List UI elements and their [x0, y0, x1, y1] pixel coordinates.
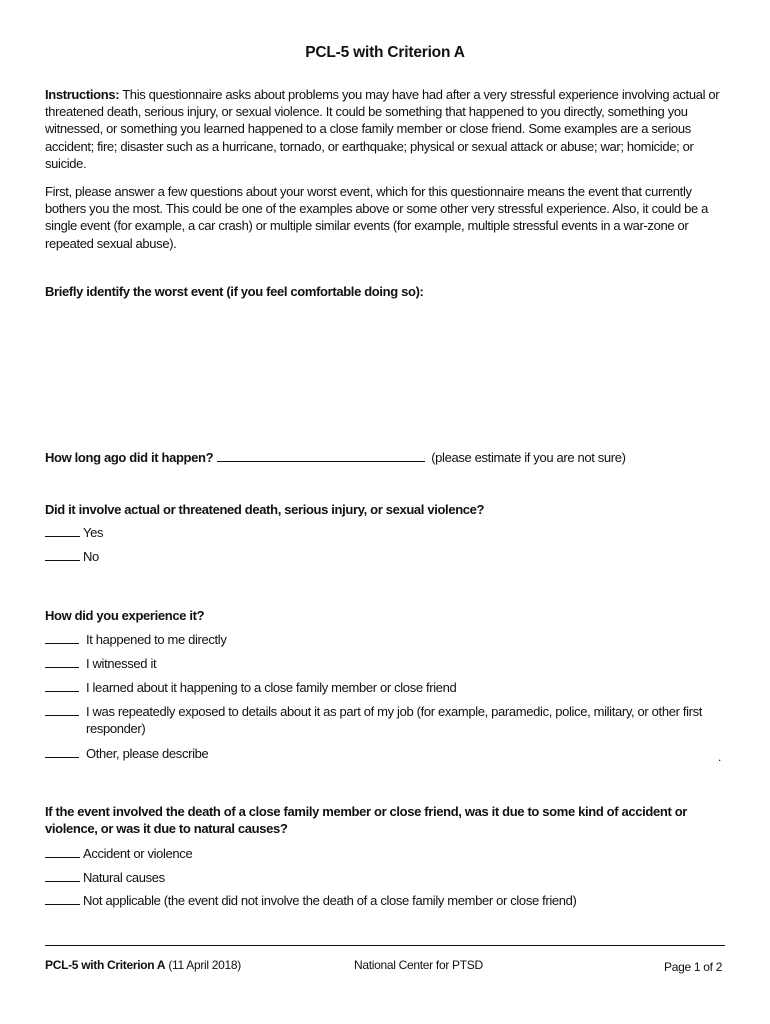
- question-identify-event: Briefly identify the worst event (if you feel comfortable doing so):: [45, 284, 424, 299]
- list-item: [45, 892, 735, 909]
- option-yes: Yes: [83, 525, 104, 540]
- option-directly: It happened to me directly: [86, 632, 227, 647]
- footer-divider: [45, 945, 725, 946]
- option-accident: Accident or violence: [83, 846, 193, 861]
- option-not-applicable: Not applicable (the event did not involve the death of a close family member or close friend): [83, 893, 577, 908]
- page-number: Page 1 of 2: [664, 960, 723, 974]
- checkbox-blank-yes[interactable]: [45, 524, 80, 537]
- how-long-answer-field[interactable]: [217, 449, 425, 462]
- list-item: [45, 524, 735, 541]
- instructions-paragraph: [45, 86, 735, 172]
- instructions-text: This questionnaire asks about problems you may have had after a very stressful experience involving actual or threatened death, serious injury, or sexual violence. It could be something that happened to you directly, something you witnessed, or something you learned happened to a close family member or close friend. Some examples are a serious accident; fire; disaster such as a hurricane, tornado, or earthquake; physical or sexual attack or abuse; war; homicide; or suicide.: [45, 87, 720, 171]
- instructions-label: Instructions:: [45, 87, 120, 102]
- checkbox-blank-accident[interactable]: [45, 845, 80, 858]
- question-experience: How did you experience it?: [45, 608, 205, 623]
- footer-doc-title: PCL-5 with Criterion A: [45, 958, 166, 972]
- page-title: PCL-5 with Criterion A: [305, 44, 465, 61]
- list-item: [45, 845, 735, 862]
- option-learned: I learned about it happening to a close family member or close friend: [86, 680, 457, 695]
- question-death-cause: If the event involved the death of a close family member or close friend, was it due to some kind of accident or violence, or was it due to natural causes?: [45, 804, 688, 837]
- footer-date: (11 April 2018): [168, 958, 242, 972]
- list-item: [45, 631, 735, 648]
- list-item: [45, 869, 735, 886]
- list-item: [45, 655, 735, 672]
- footer-left: [45, 958, 241, 972]
- how-long-label: How long ago did it happen?: [45, 450, 214, 465]
- checkbox-blank-exposed[interactable]: [45, 703, 79, 716]
- trailing-mark: .: [718, 750, 722, 764]
- list-item: [45, 679, 735, 696]
- checkbox-blank-natural[interactable]: [45, 869, 80, 882]
- option-other: Other, please describe: [86, 746, 209, 761]
- checkbox-blank-no[interactable]: [45, 548, 80, 561]
- checkbox-blank-learned[interactable]: [45, 679, 79, 692]
- question-how-long: [45, 449, 735, 466]
- list-item: [45, 548, 735, 565]
- option-exposed: I was repeatedly exposed to details about it as part of my job (for example, paramedic, police, military, or other first responder): [86, 704, 703, 737]
- checkbox-blank-witnessed[interactable]: [45, 655, 79, 668]
- question-involve: Did it involve actual or threatened death, serious injury, or sexual violence?: [45, 502, 485, 517]
- checkbox-blank-directly[interactable]: [45, 631, 79, 644]
- list-item: [45, 703, 735, 737]
- checkbox-blank-other[interactable]: [45, 745, 79, 758]
- how-long-note: (please estimate if you are not sure): [431, 450, 626, 465]
- option-no: No: [83, 549, 99, 564]
- option-natural: Natural causes: [83, 870, 165, 885]
- list-item: [45, 745, 735, 762]
- footer-center: National Center for PTSD: [354, 958, 483, 972]
- checkbox-blank-not-applicable[interactable]: [45, 892, 80, 905]
- first-paragraph: First, please answer a few questions about your worst event, which for this questionnaire means the event that currently bothers you the most. This could be one of the examples above or some other very stressful experience. Also, it could be a single event (for example, a car crash) or multiple similar events (for example, multiple stressful events in a war-zone or repeated sexual abuse).: [45, 184, 709, 251]
- option-witnessed: I witnessed it: [86, 656, 157, 671]
